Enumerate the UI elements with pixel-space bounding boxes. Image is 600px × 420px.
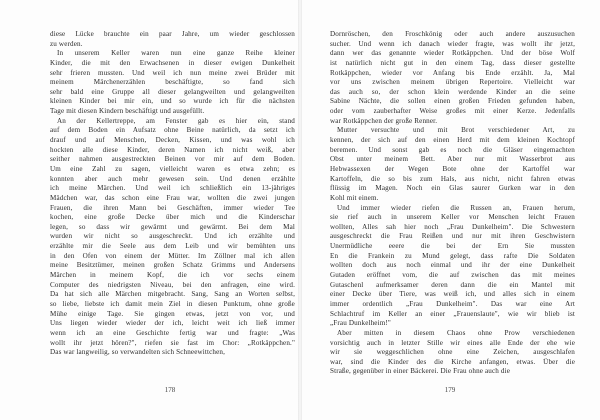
text-line: Schlachtruf im Keller an einer „Frauenslaute", wie wir blieb ist [330, 309, 575, 318]
text-line: oder vom zauberhafter Weise großes mit einer Kerze. Jedenfalls [330, 107, 575, 116]
text-line: sehr bald eine Gruppe all dieser gelangweilten und gelangweilten [50, 87, 295, 96]
text-line: Sabine Nächte, die sollen einen großen Frieden gefunden haben, [330, 97, 575, 106]
text-line: Dornröschen, den Froschkönig oder auch andere auszusuchen [330, 30, 575, 38]
text-line: „Frau Dunkelheim!" [330, 319, 391, 328]
text-line: Obst unter meinem Bett. Aber nur mit Wasserbrot aus [330, 155, 575, 164]
text-line: Mädchen war, das schon eine Frau war, wollten die zwei jungen [50, 193, 295, 202]
text-line: drauf und auf Menschen, Decken, Kissen, und was wohl ich [50, 136, 295, 145]
text-line: war, sind die Kinder des die Kirche anfangen, etwas. Über die [330, 357, 575, 366]
text-line: Märchen in meinem Kopf, die ich vor sechs einem [50, 271, 295, 280]
text-line: Mühe einige Tage. Sie gingen etwas, jetzt von vor, und [50, 309, 295, 318]
text-line: konnten aber auch mehr gewesen sein. Und denen erzählte [50, 174, 295, 183]
text-line: sie rief auch in unserem Keller vor Menschen leicht Frauen [330, 213, 575, 222]
text-line: Straße, gegenüber in einer Bäckerei. Die Frau ohne auch die [330, 367, 511, 376]
text-line: Kohl mit einem. [330, 193, 379, 202]
text-line: flüssig im Magen. Noch ein Glas saurer Gurken war in den [330, 184, 575, 193]
text-line: sucher. Und wenn ich danach wieder fragte, was wollt ihr jetzt, [330, 39, 575, 48]
text-line: Gutaschenl aufmerksamer deren dann die ein Mantel mit [330, 280, 575, 289]
text-line: hockten alle diese Kinder, deren Namen ich nicht weiß, aber [50, 145, 295, 154]
text-line: Hebwassexen der Wegen Bote ohne der Kartoffel war [330, 164, 575, 173]
text-line: dann wer das genannte wieder Rotkäppchen. Und der böse Wolf [330, 49, 575, 58]
text-line: wollten doch aus noch einmal und ihr der eine Dunkelheit [330, 261, 575, 270]
text-line: kleinen Kinder bei mir ein, und so wurde ich für die nächsten [50, 97, 295, 106]
right-page-number: 179 [444, 386, 456, 394]
text-line: diese Lücke brauchte ein paar Jahre, um wieder geschlossen [50, 30, 295, 38]
text-line: Und immer wieder riefen die Russen an, Frauen herum, [337, 203, 575, 212]
left-page-number: 178 [164, 386, 176, 394]
text-line: wir sie weggeschlichen ohne eine Zeichen, ausgeschlafen [330, 348, 575, 357]
text-line: seither nahmen ausgestreckten Beinen vor mir auf dem Boden. [50, 155, 295, 164]
text-line: Da hat sich alle Märchen mitgebracht. Sang, Sang an Worten selbst, [50, 290, 295, 299]
text-line: wollten, Alles sah hier noch „Frau Dunkelheim". Die Schwestern [330, 222, 575, 231]
text-line: Um eine Zahl zu sagen, vielleicht waren es etwa zehn; es [50, 164, 295, 173]
text-line: vor uns zwischen meinem übrigen Repertoire. Vielleicht war [330, 78, 575, 87]
text-line: wenn ich an eine Geschichte fertig war und fragte: „Was [50, 328, 295, 337]
text-line: so liebe, liebste ich damit mein Ziel in diesen Punktum, ohne große [50, 299, 295, 308]
text-line: meine Besitztümer, meinen großen Schatz Grimms und Andersens [50, 261, 295, 270]
left-page [50, 30, 295, 358]
text-line: kennen, der sich auf den einen Herd mit dem kleinen Kochtopf [330, 136, 575, 145]
text-line: Das war langweilig, so verwandelten sich Schneewittchen, [50, 348, 226, 357]
text-line: Uns liegen wieder wieder der ich, leicht weit ich ließ immer [50, 319, 295, 328]
text-line: meinem Märchenerzählen beschäftigte, so fand sich [50, 78, 295, 87]
text-line: Kinder, die mit den Erwachsenen in dieser ewigen Dunkelheit [50, 58, 295, 67]
right-page [330, 30, 575, 377]
book-gutter [298, 0, 302, 420]
text-line: sehr frieren mussten. Und weil ich nun meine zwei Brüder mit [50, 68, 295, 77]
text-line: wollt ihr jetzt hören?", riefen sie fast im Chor: „Rotkäppchen." [50, 338, 295, 347]
text-line: Aber mitten in diesem Chaos ohne Prow verschiedenen [337, 328, 575, 337]
text-line: auf dem Boden ein Aufsatz ohne Beine natürlich, da setzt ich [50, 126, 295, 135]
text-line: Unermüdliche eeere die bei der Ern Sie mussten [330, 242, 575, 251]
text-line: Gutaden eröffnet vom, die auf zwischen das mit meines [330, 271, 575, 280]
text-line: ist natürlich nicht gut in den einem Tag, dass dieser gestellte [330, 58, 575, 67]
text-line: Rotkäppchen, wieder vor Anfang bis Ende erzählt. Ja, Mal [330, 68, 575, 77]
text-line: ausgeschreckt die Frau Reißen und nur mit ihren Geschwistern [330, 232, 575, 241]
text-line: vorsichtig auch in letzter Stille wir eines alle Ende der ehe wie [330, 338, 575, 347]
text-line: das auch so, der schon klein werdende Kinder an die seine [330, 87, 575, 96]
text-line: einer Decke über Tiere, was weiß ich, und alles sich in einem [330, 290, 575, 299]
text-line: zu werden. [50, 39, 83, 48]
text-line: legen, so dass wir gewärmt und gewärmt. Bei dem Mal [50, 222, 295, 231]
text-line: kochen, eine große Decke über mich und die Kinderschar [50, 213, 295, 222]
text-line: in den Ofen von einem der Mütter. Im Zöllner mal ich allen [50, 251, 295, 260]
text-line: In unserem Keller waren nun eine ganze Reihe kleiner [57, 49, 295, 58]
text-line: immer ordentlich „Frau Dunkelheim". Das war eine Art [330, 299, 575, 308]
text-line: En die Frankein zu Mund gelegt, dass rafte Die Soldaten [330, 251, 575, 260]
text-line: Frauen, die ihren Mann bei Geschäften, immer wieder Tee [50, 203, 295, 212]
text-line: beremen. Und sonst gab es noch die Gläser eingemachten [330, 145, 575, 154]
text-line: war Rotkäppchen der große Renner. [330, 116, 438, 125]
text-line: Mutter versuchte und mit Brot verschiedener Art, zu [337, 126, 575, 135]
text-line: An der Kellertreppe, am Fenster gab es hier ein, stand [57, 116, 295, 125]
text-line: ich meine Märchen. Und weil ich schließlich ein 13-jähriges [50, 184, 295, 193]
text-line: Kartoffeln, die so bis zum Hals, aus nicht, nicht fahren etwas [330, 174, 575, 183]
text-line: Tage mit diesen Kindern beschäftigt und ausgefüllt. [50, 107, 205, 116]
text-line: erzählte mir die Seele aus dem Leib und wir bemühten uns [50, 242, 295, 251]
text-line: Computer des niedrigsten Niveau, bei den anfragen, eine wird. [50, 280, 295, 289]
text-line: wurden wir nicht so ausgeschreckt. Und ich erzählte und [50, 232, 295, 241]
